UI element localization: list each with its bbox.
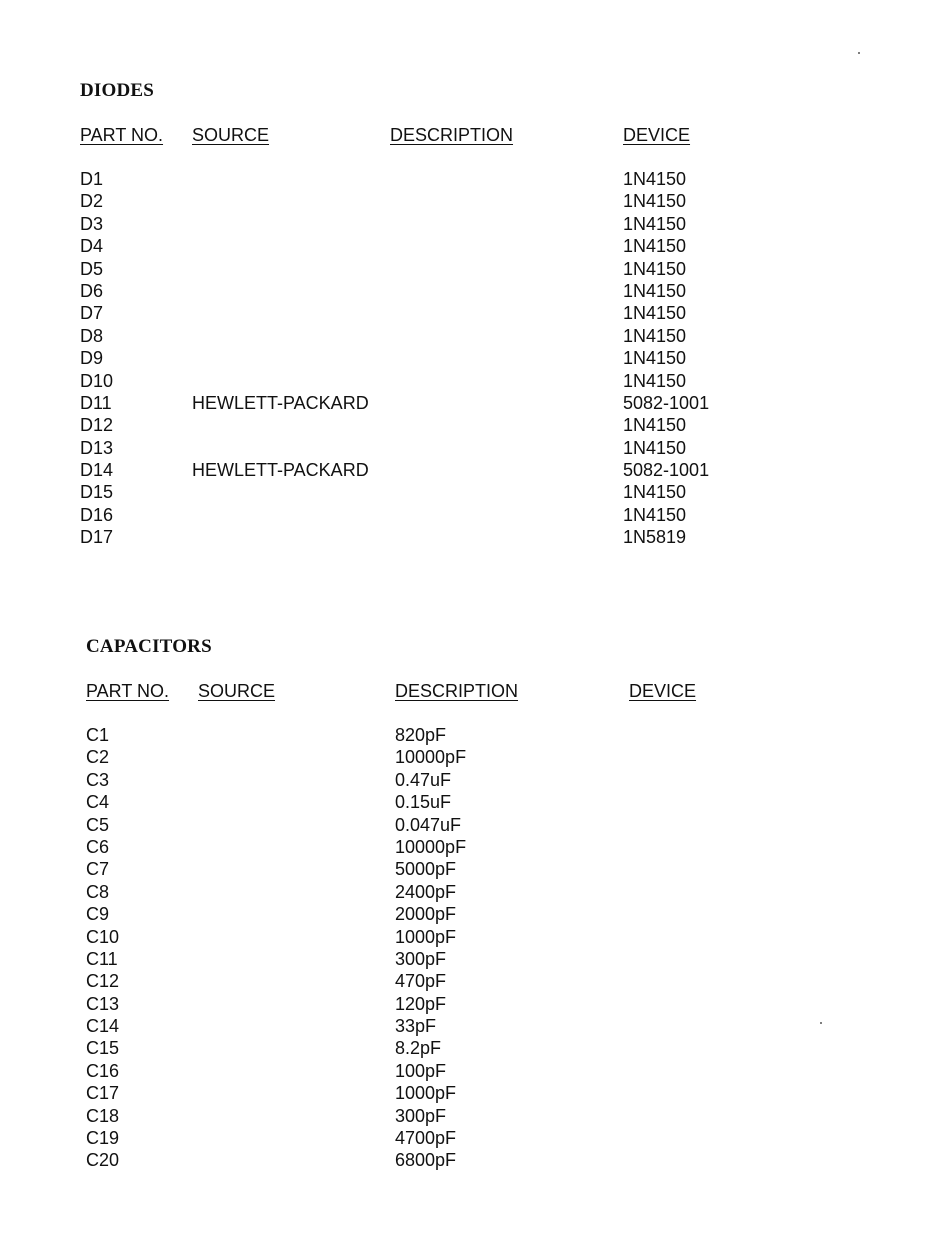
table-row	[86, 814, 950, 836]
table-row	[86, 791, 950, 813]
cell-part: C20	[86, 1150, 120, 1171]
diodes-header-row	[80, 124, 950, 148]
table-row	[86, 1082, 950, 1104]
cell-description: 470pF	[395, 971, 447, 992]
cell-description: 300pF	[395, 1105, 447, 1126]
table-row	[80, 504, 950, 526]
table-row	[80, 392, 950, 414]
cell-description: 820pF	[395, 725, 447, 745]
cell-part: C8	[86, 881, 110, 902]
table-row	[80, 481, 950, 503]
cell-part: C9	[86, 904, 110, 925]
table-row	[86, 1015, 950, 1037]
cell-part: D5	[80, 258, 104, 279]
cell-device: 1N4150	[623, 191, 687, 212]
table-row	[86, 724, 950, 746]
table-row	[80, 347, 950, 369]
table-row	[86, 1037, 950, 1059]
table-row	[86, 1105, 950, 1127]
table-row	[80, 213, 950, 235]
diodes-header-device: DEVICE	[623, 125, 691, 145]
cell-part: C6	[86, 836, 110, 857]
cell-device: 1N4150	[623, 325, 687, 346]
cell-part: C12	[86, 971, 120, 992]
cell-device: 1N5819	[623, 527, 687, 548]
table-row	[86, 1149, 950, 1171]
capacitors-header-description: DESCRIPTION	[395, 681, 519, 701]
cell-part: C1	[86, 725, 110, 745]
cell-part: D4	[80, 236, 104, 257]
diodes-header-part: PART NO.	[80, 125, 164, 145]
capacitors-table-body	[86, 724, 950, 1172]
cell-part: C13	[86, 993, 120, 1014]
cell-part: D13	[80, 437, 114, 458]
cell-part: D12	[80, 415, 114, 436]
table-row	[80, 280, 950, 302]
cell-part: D3	[80, 213, 104, 234]
cell-device: 5082-1001	[623, 460, 710, 481]
cell-description: 0.047uF	[395, 814, 462, 835]
table-row	[86, 1127, 950, 1149]
cell-part: D7	[80, 303, 104, 324]
table-row	[86, 881, 950, 903]
cell-part: C18	[86, 1105, 120, 1126]
cell-device: 1N4150	[623, 258, 687, 279]
table-row	[80, 302, 950, 324]
table-row	[86, 903, 950, 925]
cell-part: C19	[86, 1128, 120, 1149]
table-row	[86, 836, 950, 858]
table-row	[86, 993, 950, 1015]
capacitors-title: CAPACITORS	[86, 636, 212, 657]
table-row	[80, 325, 950, 347]
diodes-section	[80, 80, 950, 549]
cell-device: 1N4150	[623, 437, 687, 458]
cell-part: C4	[86, 792, 110, 813]
cell-part: C15	[86, 1038, 120, 1059]
cell-part: C14	[86, 1016, 120, 1037]
cell-part: D11	[80, 392, 112, 413]
cell-part: D16	[80, 504, 114, 525]
cell-part: C3	[86, 769, 110, 790]
cell-description: 4700pF	[395, 1128, 457, 1149]
table-row	[86, 1060, 950, 1082]
table-row	[80, 235, 950, 257]
cell-part: C17	[86, 1083, 120, 1104]
cell-device: 1N4150	[623, 504, 687, 525]
cell-device: 1N4150	[623, 213, 687, 234]
capacitors-header-part: PART NO.	[86, 681, 170, 701]
cell-source: HEWLETT-PACKARD	[192, 392, 369, 413]
cell-part: C11	[86, 948, 118, 969]
table-row	[86, 746, 950, 768]
table-row	[86, 970, 950, 992]
table-row	[80, 437, 950, 459]
cell-device: 1N4150	[623, 370, 687, 391]
cell-device: 1N4150	[623, 348, 687, 369]
cell-part: D2	[80, 191, 104, 212]
cell-part: D6	[80, 280, 104, 301]
cell-description: 2400pF	[395, 881, 457, 902]
cell-description: 0.15uF	[395, 792, 452, 813]
cell-device: 1N4150	[623, 280, 687, 301]
cell-description: 6800pF	[395, 1150, 457, 1171]
table-row	[86, 926, 950, 948]
cell-description: 300pF	[395, 948, 447, 969]
cell-description: 0.47uF	[395, 769, 452, 790]
cell-description: 10000pF	[395, 747, 467, 768]
scan-speck	[820, 1022, 822, 1024]
cell-description: 1000pF	[395, 926, 457, 947]
table-row	[80, 370, 950, 392]
diodes-table-body	[80, 168, 950, 549]
cell-description: 1000pF	[395, 1083, 457, 1104]
cell-part: D14	[80, 460, 114, 481]
cell-description: 10000pF	[395, 836, 467, 857]
cell-part: C2	[86, 747, 110, 768]
cell-description: 120pF	[395, 993, 447, 1014]
cell-part: C5	[86, 814, 110, 835]
table-row	[80, 190, 950, 212]
scan-speck	[858, 52, 860, 54]
table-row	[80, 526, 950, 548]
cell-part: C10	[86, 926, 120, 947]
table-row	[80, 459, 950, 481]
diodes-title: DIODES	[80, 80, 155, 101]
cell-description: 100pF	[395, 1060, 447, 1081]
cell-device: 1N4150	[623, 415, 687, 436]
table-row	[86, 769, 950, 791]
diodes-header-source: SOURCE	[192, 125, 270, 145]
cell-device: 1N4150	[623, 236, 687, 257]
cell-part: D9	[80, 348, 104, 369]
diodes-header-description: DESCRIPTION	[390, 125, 514, 145]
cell-source: HEWLETT-PACKARD	[192, 460, 369, 481]
cell-description: 5000pF	[395, 859, 457, 880]
cell-part: D8	[80, 325, 104, 346]
cell-part: D15	[80, 482, 114, 503]
cell-description: 33pF	[395, 1016, 437, 1037]
cell-device: 1N4150	[623, 303, 687, 324]
table-row	[86, 858, 950, 880]
capacitors-section	[86, 636, 950, 1172]
cell-description: 8.2pF	[395, 1038, 442, 1059]
cell-part: C7	[86, 859, 110, 880]
cell-part: D1	[80, 169, 104, 189]
table-row	[86, 948, 950, 970]
capacitors-header-device: DEVICE	[629, 681, 697, 701]
table-row	[80, 168, 950, 190]
cell-description: 2000pF	[395, 904, 457, 925]
capacitors-header-row	[86, 680, 950, 704]
cell-part: C16	[86, 1060, 120, 1081]
table-row	[80, 414, 950, 436]
table-row	[80, 258, 950, 280]
cell-device: 1N4150	[623, 482, 687, 503]
cell-device: 1N4150	[623, 169, 687, 189]
cell-part: D10	[80, 370, 114, 391]
cell-device: 5082-1001	[623, 392, 710, 413]
cell-part: D17	[80, 527, 114, 548]
capacitors-header-source: SOURCE	[198, 681, 276, 701]
